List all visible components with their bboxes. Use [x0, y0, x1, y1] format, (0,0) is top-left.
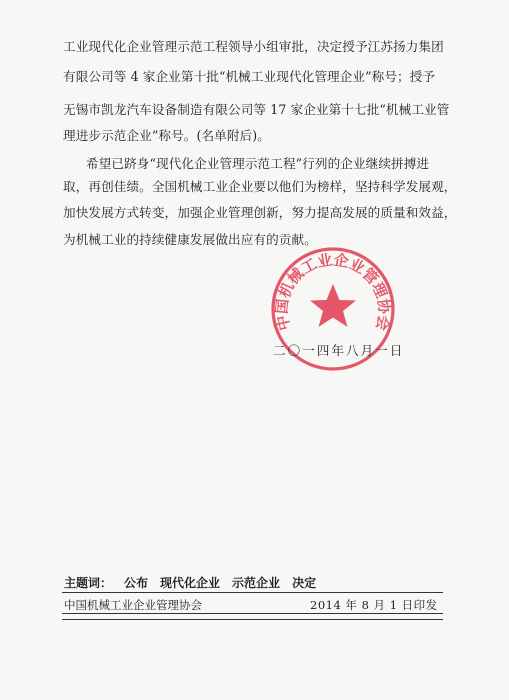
- seal-text: 中国机械工业企业管理协会: [272, 250, 394, 333]
- body-line-2: 有限公司等 4 家企业第十批“机械工业现代化管理企业”称号；授予: [63, 69, 436, 84]
- footer-rule-top: [62, 592, 443, 593]
- keyword-item: 现代化企业: [160, 576, 221, 590]
- body-line-4: 理进步示范企业”称号。(名单附后)。: [63, 128, 270, 143]
- keyword-item: 公布: [124, 576, 149, 590]
- body-line-3: 无锡市凯龙汽车设备制造有限公司等 17 家企业第十七批“机械工业管: [63, 102, 450, 117]
- issuing-organization: 中国机械工业企业管理协会: [64, 598, 202, 612]
- body-line-7: 加快发展方式转变，加强企业管理创新，努力提高发展的质量和效益，: [63, 205, 457, 220]
- keyword-item: 示范企业: [232, 576, 281, 590]
- body-line-1: 工业现代化企业管理示范工程领导小组审批，决定授予江苏扬力集团: [63, 39, 444, 54]
- body-line-6: 取，再创佳绩。全国机械工业企业要以他们为榜样，坚持科学发展观，: [63, 179, 457, 194]
- body-line-8: 为机械工业的持续健康发展做出应有的贡献。: [63, 232, 317, 247]
- issue-date: 2014 年 8 月 1 日印发: [310, 598, 438, 612]
- keyword-item: 决定: [292, 576, 317, 590]
- footer-rule-double-2: [62, 619, 443, 620]
- star-icon: [310, 284, 356, 327]
- keywords-label: 主题词：: [64, 576, 113, 590]
- body-line-5: 希望已跻身“现代化企业管理示范工程”行列的企业继续拼搏进: [86, 156, 430, 171]
- footer-rule-double-1: [62, 613, 443, 614]
- signing-date: 二〇一四年八月一日: [273, 343, 405, 358]
- subject-keywords: [64, 574, 316, 591]
